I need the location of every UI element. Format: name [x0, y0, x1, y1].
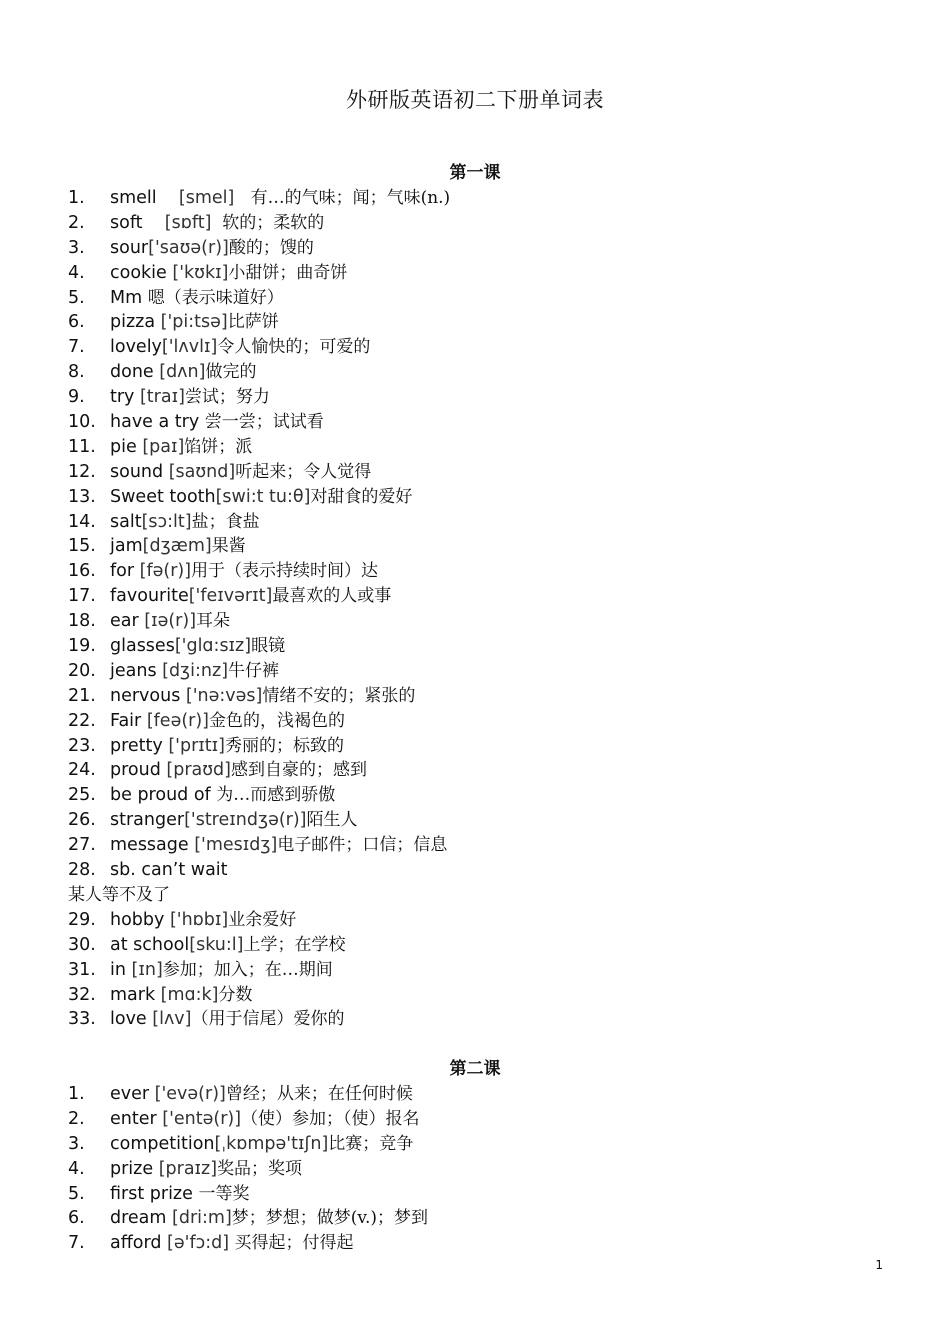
phonetic: ['evə(r)]	[149, 1084, 226, 1104]
vocab-row	[68, 634, 882, 659]
item-number: 23.	[68, 735, 96, 756]
chinese-meaning: 参加；加入；在…期间	[162, 959, 333, 980]
item-number: 12.	[68, 461, 96, 482]
chinese-meaning: 某人等不及了	[68, 884, 170, 905]
vocab-row	[68, 534, 882, 559]
phonetic: [sɔ:lt]	[141, 511, 192, 532]
vocab-row	[68, 659, 882, 684]
vocab-row	[68, 1082, 882, 1107]
vocab-row	[68, 335, 882, 360]
chinese-meaning: 金色的，浅褐色的	[209, 710, 346, 731]
vocab-row	[68, 1157, 882, 1182]
chinese-meaning: 尝试；努力	[184, 387, 270, 408]
vocab-row	[68, 435, 882, 460]
phonetic: [ɪn]	[125, 959, 163, 980]
chinese-meaning: 听起来；令人觉得	[235, 461, 372, 482]
item-number: 14.	[68, 511, 96, 532]
vocab-row	[68, 1107, 882, 1132]
chinese-meaning: 上学；在学校	[243, 934, 346, 955]
item-number: 6.	[68, 312, 85, 333]
vocab-row	[68, 684, 882, 709]
item-number: 19.	[68, 636, 96, 657]
vocab-row	[68, 485, 882, 510]
vocab-row	[68, 510, 882, 535]
phonetic: [swi:t tu:θ]	[215, 486, 311, 507]
english-word: message	[110, 835, 189, 856]
english-word: try	[110, 387, 135, 408]
english-word: prize	[110, 1158, 154, 1179]
phonetic: [ˌkɒmpə'tɪʃn]	[214, 1133, 329, 1154]
item-number: 28.	[68, 860, 96, 881]
page-number: 1	[875, 1258, 883, 1272]
phonetic: ['hɒbɪ]	[164, 909, 229, 930]
item-number: 16.	[68, 561, 96, 582]
chinese-meaning: 比萨饼	[227, 312, 279, 333]
english-word: Fair	[110, 710, 142, 731]
english-word: have a try	[110, 412, 200, 433]
english-word: mark	[110, 984, 156, 1005]
vocab-row	[68, 1182, 882, 1207]
chinese-meaning: 比赛；竞争	[328, 1133, 414, 1154]
phonetic: ['saʊə(r)]	[148, 237, 229, 258]
item-number: 6.	[68, 1208, 85, 1229]
phonetic: ['lʌvlɪ]	[161, 337, 218, 358]
chinese-meaning: 梦；梦想；做梦(v.)；梦到	[231, 1208, 429, 1229]
english-word: for	[110, 561, 135, 582]
item-number: 7.	[68, 1233, 85, 1254]
english-word: salt	[110, 511, 142, 532]
phonetic: [traɪ]	[134, 387, 185, 408]
english-word: at school	[110, 934, 190, 955]
lesson-2-heading: 第二课	[449, 1059, 501, 1079]
vocab-row	[68, 883, 882, 908]
item-number: 2.	[68, 1108, 85, 1129]
phonetic: ['prɪtɪ]	[162, 735, 225, 756]
english-word: Mm	[110, 287, 143, 308]
item-number: 25.	[68, 785, 96, 806]
chinese-meaning: 对甜食的爱好	[310, 486, 413, 507]
item-number: 11.	[68, 436, 96, 457]
chinese-meaning: 馅饼；派	[184, 436, 253, 457]
item-number: 33.	[68, 1009, 96, 1030]
phonetic: [sku:l]	[189, 934, 244, 955]
item-number: 17.	[68, 586, 96, 607]
chinese-meaning: 有…的气味；闻；气味(n.)	[234, 188, 451, 208]
vocab-row	[68, 410, 882, 435]
english-word: pretty	[110, 735, 163, 756]
chinese-meaning: 秀丽的；标致的	[224, 735, 344, 756]
vocab-row	[68, 734, 882, 759]
item-number: 1.	[68, 188, 85, 208]
phonetic: [mɑ:k]	[155, 984, 219, 1005]
item-number: 2.	[68, 212, 85, 233]
item-number: 7.	[68, 337, 85, 358]
english-word: ever	[110, 1084, 150, 1104]
chinese-meaning: 陌生人	[306, 810, 358, 831]
english-word: Sweet tooth	[110, 486, 216, 507]
vocab-row	[68, 360, 882, 385]
phonetic: [sɒft]	[142, 212, 212, 233]
phonetic: [ɪə(r)]	[138, 611, 197, 632]
english-word: cookie	[110, 262, 167, 283]
english-word: stranger	[110, 810, 185, 831]
phonetic: ['streɪndʒə(r)]	[184, 810, 307, 831]
english-word: in	[110, 959, 126, 980]
vocab-row	[68, 833, 882, 858]
vocab-row	[68, 236, 882, 261]
chinese-meaning: 牛仔裤	[228, 660, 280, 681]
phonetic: [fə(r)]	[134, 561, 192, 582]
chinese-meaning: 果酱	[211, 536, 246, 557]
english-word: sour	[110, 237, 149, 258]
vocab-row	[68, 186, 882, 211]
item-number: 30.	[68, 934, 96, 955]
item-number: 1.	[68, 1084, 85, 1104]
item-number: 13.	[68, 486, 96, 507]
english-word: proud	[110, 760, 161, 781]
vocab-row	[68, 709, 882, 734]
vocab-row	[68, 261, 882, 286]
chinese-meaning: 业余爱好	[228, 909, 297, 930]
phonetic: ['kʊkɪ]	[166, 262, 229, 283]
english-word: done	[110, 362, 154, 383]
phonetic: [praɪz]	[153, 1158, 218, 1179]
chinese-meaning: 用于（表示持续时间）达	[191, 561, 379, 582]
english-word: competition	[110, 1133, 215, 1154]
vocab-row	[68, 1206, 882, 1231]
chinese-meaning: （使）参加；（使）报名	[241, 1108, 420, 1129]
item-number: 31.	[68, 959, 96, 980]
phonetic: ['entə(r)]	[156, 1108, 242, 1129]
english-word: enter	[110, 1108, 157, 1129]
page-title: 外研版英语初二下册单词表	[346, 88, 604, 112]
phonetic: [paɪ]	[136, 436, 185, 457]
lesson-1-heading: 第一课	[449, 163, 501, 183]
chinese-meaning: 眼镜	[251, 636, 286, 657]
chinese-meaning: 盐；食盐	[191, 511, 260, 532]
chinese-meaning: 曾经；从来；在任何时候	[225, 1084, 413, 1104]
english-word: favourite	[110, 586, 189, 607]
chinese-meaning: 最喜欢的人或事	[272, 586, 392, 607]
lesson-1-section	[68, 160, 882, 1032]
chinese-meaning: 情绪不安的；紧张的	[262, 685, 416, 706]
item-number: 24.	[68, 760, 96, 781]
phonetic: [dʒæm]	[142, 536, 212, 557]
item-number: 29.	[68, 909, 96, 930]
lesson-2-section	[68, 1056, 882, 1256]
item-number: 18.	[68, 611, 96, 632]
vocab-row	[68, 385, 882, 410]
chinese-meaning: 尝一尝；试试看	[204, 412, 324, 433]
chinese-meaning: 软的；柔软的	[211, 212, 325, 233]
chinese-meaning: （用于信尾）爱你的	[191, 1009, 345, 1030]
vocab-row	[68, 559, 882, 584]
vocab-row	[68, 609, 882, 634]
item-number: 15.	[68, 536, 96, 557]
english-word: nervous	[110, 685, 181, 706]
chinese-meaning: 嗯（表示味道好）	[147, 287, 284, 308]
phonetic: ['feɪvərɪt]	[188, 586, 273, 607]
english-word: smell	[110, 188, 157, 208]
item-number: 32.	[68, 984, 96, 1005]
chinese-meaning: 奖品；奖项	[217, 1158, 303, 1179]
phonetic: [dʌn]	[153, 362, 206, 383]
vocab-row	[68, 858, 882, 883]
english-word: ear	[110, 611, 139, 632]
vocab-row	[68, 933, 882, 958]
chinese-meaning: 为…而感到骄傲	[216, 785, 336, 806]
english-word: dream	[110, 1208, 167, 1229]
item-number: 3.	[68, 237, 85, 258]
item-number: 27.	[68, 835, 96, 856]
vocab-row	[68, 1132, 882, 1157]
lesson-2-word-list	[68, 1082, 882, 1256]
vocab-row	[68, 1007, 882, 1032]
vocab-row	[68, 286, 882, 311]
english-word: jam	[110, 536, 143, 557]
item-number: 8.	[68, 362, 85, 383]
vocab-row	[68, 310, 882, 335]
item-number: 4.	[68, 262, 85, 283]
item-number: 3.	[68, 1133, 85, 1154]
phonetic: ['glɑ:sɪz]	[174, 636, 252, 657]
item-number: 20.	[68, 660, 96, 681]
english-word: love	[110, 1009, 147, 1030]
item-number: 5.	[68, 1183, 85, 1204]
item-number: 26.	[68, 810, 96, 831]
vocab-row	[68, 584, 882, 609]
vocab-row	[68, 211, 882, 236]
vocab-row	[68, 808, 882, 833]
item-number: 4.	[68, 1158, 85, 1179]
phonetic: [ə'fɔ:d]	[161, 1233, 230, 1254]
chinese-meaning: 感到自豪的；感到	[231, 760, 367, 781]
chinese-meaning: 令人愉快的；可爱的	[217, 337, 371, 358]
lesson-1-word-list	[68, 186, 882, 1032]
english-word: first prize	[110, 1183, 193, 1204]
chinese-meaning: 小甜饼；曲奇饼	[228, 262, 348, 283]
chinese-meaning: 买得起；付得起	[229, 1233, 354, 1254]
chinese-meaning: 分数	[218, 984, 253, 1005]
chinese-meaning: 电子邮件；口信；信息	[277, 835, 448, 856]
phonetic: [smel]	[156, 188, 235, 208]
phonetic: ['nə:vəs]	[180, 685, 263, 706]
phonetic: [praʊd]	[160, 760, 231, 781]
phonetic: ['mesɪdʒ]	[188, 835, 278, 856]
phonetic: ['pi:tsə]	[155, 312, 228, 333]
vocab-row	[68, 460, 882, 485]
english-word: sound	[110, 461, 164, 482]
chinese-meaning: 一等奖	[198, 1183, 250, 1204]
phonetic: [feə(r)]	[141, 710, 210, 731]
chinese-meaning: 酸的；馊的	[228, 237, 314, 258]
english-word: glasses	[110, 636, 175, 657]
vocab-row	[68, 958, 882, 983]
phonetic: [dʒi:nz]	[156, 660, 229, 681]
phonetic: [saʊnd]	[163, 461, 236, 482]
vocab-row	[68, 783, 882, 808]
chinese-meaning: 耳朵	[196, 611, 231, 632]
english-word: pizza	[110, 312, 156, 333]
english-word: be proud of	[110, 785, 211, 806]
english-word: lovely	[110, 337, 162, 358]
english-word: soft	[110, 212, 143, 233]
item-number: 9.	[68, 387, 85, 408]
english-word: pie	[110, 436, 137, 457]
item-number: 21.	[68, 685, 96, 706]
english-word: jeans	[110, 660, 157, 681]
english-word: sb. can’t wait	[110, 860, 228, 881]
vocab-row	[68, 1231, 882, 1256]
chinese-meaning: 做完的	[205, 362, 257, 383]
vocab-row	[68, 908, 882, 933]
vocab-row	[68, 758, 882, 783]
item-number: 22.	[68, 710, 96, 731]
vocab-row	[68, 983, 882, 1008]
item-number: 10.	[68, 412, 96, 433]
item-number: 5.	[68, 287, 85, 308]
phonetic: [dri:m]	[166, 1208, 232, 1229]
english-word: hobby	[110, 909, 165, 930]
phonetic: [lʌv]	[146, 1009, 192, 1030]
english-word: afford	[110, 1233, 162, 1254]
